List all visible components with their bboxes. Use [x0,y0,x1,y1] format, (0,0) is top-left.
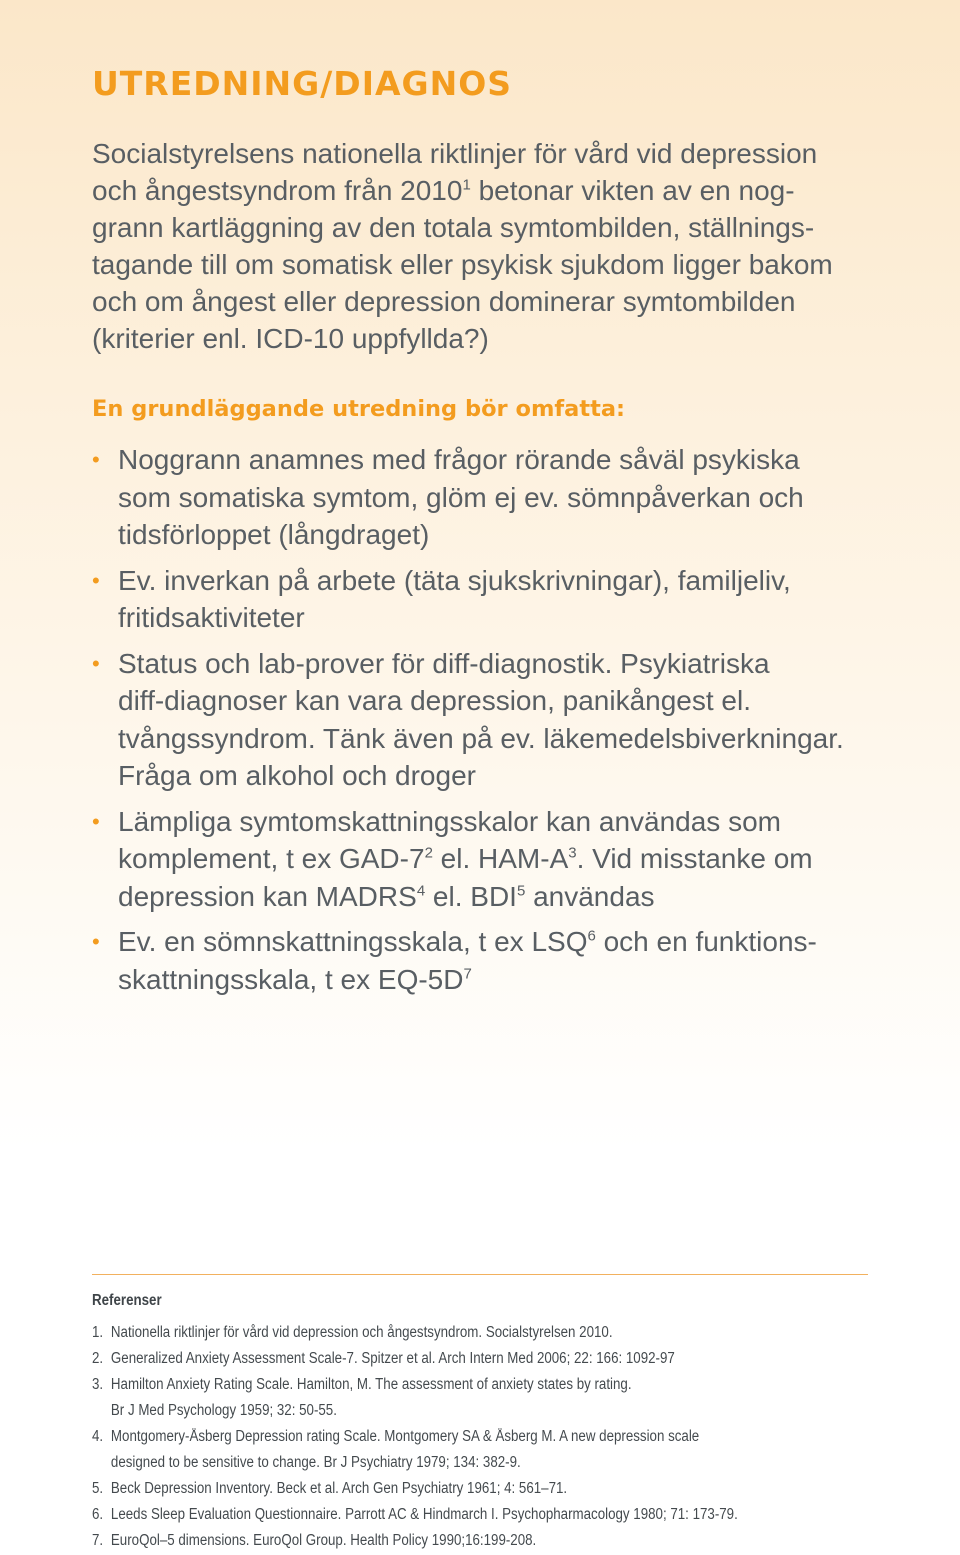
intro-line: (kriterier enl. ICD-10 uppfyllda?) [92,323,489,354]
reference-item: 4. Montgomery-Åsberg Depression rating Scale. Montgomery SA & Åsberg M. A new depression scale [92,1428,700,1445]
intro-line: och om ångest eller depression dominerar symtombilden [92,286,796,317]
reference-item: Br J Med Psychology 1959; 32: 50-55. [110,1402,337,1419]
references-section [92,1292,882,1554]
intro-line: tagande till om somatisk eller psykisk sjukdom ligger bakom [92,249,833,280]
footnote-ref: 3 [568,844,577,862]
bullet-icon: • [92,567,100,593]
reference-item: 6. Leeds Sleep Evaluation Questionnaire. Parrott AC & Hindmarch I. Psychopharmacology 1980; 71: 173-79. [92,1506,738,1523]
list-item: • Status och lab-prover för diff-diagnostik. Psykiatriska diff-diagnoser kan vara depression, panikångest el. tvångssyndrom. Tänk även på ev. läkemedelsbiverkningar. Fråga om alkohol och droger [92,645,882,795]
reference-item: 1. Nationella riktlinjer för vård vid depression och ångestsyndrom. Socialstyrelsen 2010. [92,1324,613,1341]
intro-line: Socialstyrelsens nationella riktlinjer för vård vid depression [92,138,818,169]
list-item: • Lämpliga symtomskattningsskalor kan användas som komplement, t ex GAD-$7^2$ el. HAM-$A^3$. Vid misstanke om depression kan MADRS$^4$ el. BDI$^5$ användas [92,803,882,916]
references-heading: Referenser [92,1292,162,1309]
requirements-list [92,441,882,1006]
footnote-ref: 4 [416,882,426,900]
footnote-ref: 7 [463,965,472,983]
list-item: • Ev. inverkan på arbete (täta sjukskrivningar), familjeliv, fritidsaktiviteter [92,562,882,637]
bullet-icon: • [92,650,100,676]
footnote-ref: 6 [587,927,596,945]
footnote-ref: 1 [462,176,471,194]
section-subheading: En grundläggande utredning bör omfatta: [92,396,626,422]
divider [92,1274,868,1275]
reference-item: 7. EuroQol–5 dimensions. EuroQol Group. Health Policy 1990;16:199-208. [92,1532,537,1549]
reference-item: designed to be sensitive to change. Br J Psychiatry 1979; 134: 382-9. [110,1454,521,1471]
intro-line: grann kartläggning av den totala symtombilden, ställnings- [92,212,815,243]
page-title: UTREDNING/DIAGNOS [92,64,513,103]
list-item: • Ev. en sömnskattningsskala, t ex LSQ$^6$ och en funktions- skattningsskala, t ex $EQ-5D^7$ [92,923,882,998]
footnote-ref: 5 [516,882,526,900]
reference-item: 5. Beck Depression Inventory. Beck et al. Arch Gen Psychiatry 1961; 4: 561–71. [92,1480,568,1497]
reference-item: 3. Hamilton Anxiety Rating Scale. Hamilton, M. The assessment of anxiety states by rating. [92,1376,632,1393]
bullet-icon: • [92,929,100,954]
references-list [92,1320,882,1554]
list-item: • Noggrann anamnes med frågor rörande såväl psykiska som somatiska symtom, glöm ej ev. sömnpåverkan och tidsförloppet (långdraget) [92,441,882,554]
bullet-icon: • [92,808,100,834]
bullet-icon: • [92,447,100,472]
footnote-ref: 2 [424,844,433,862]
intro-paragraph [92,135,882,357]
reference-item: 2. Generalized Anxiety Assessment Scale-7. Spitzer et al. Arch Intern Med 2006; 22: 166: 1092-97 [92,1350,675,1367]
intro-line: och ångestsyndrom från 2010$^1$ betonar vikten av en nog- [92,175,795,206]
